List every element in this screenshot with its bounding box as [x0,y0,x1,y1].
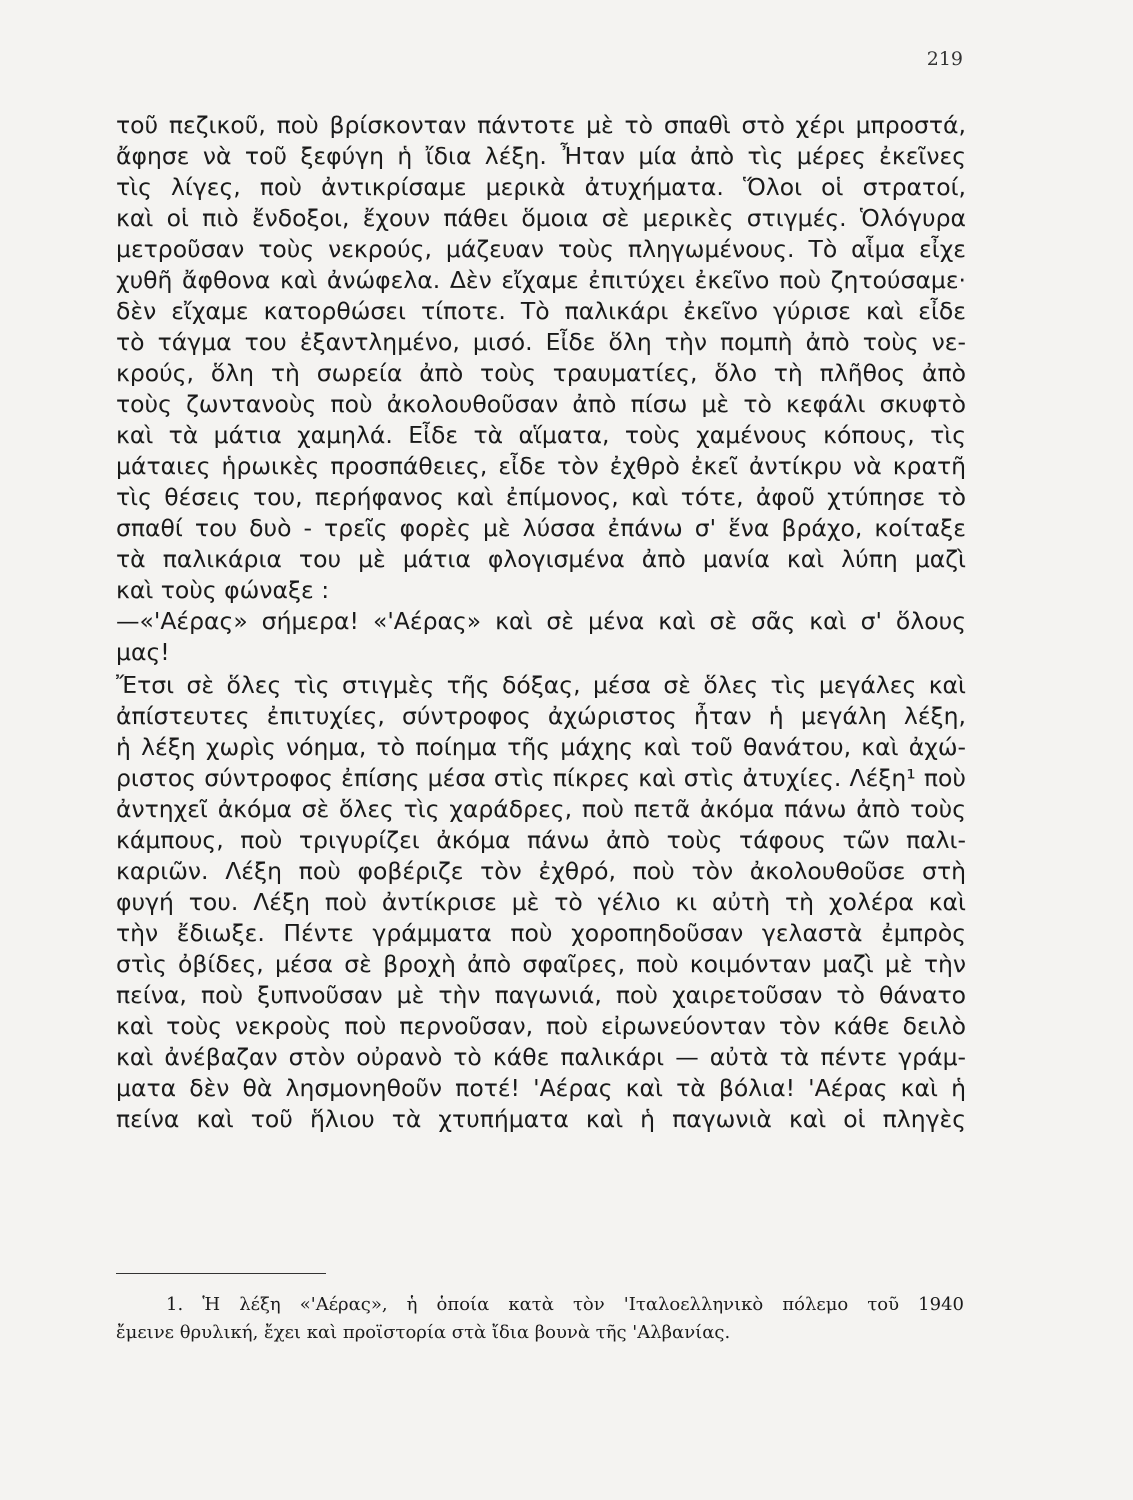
text-line: μας! [116,638,170,666]
text-line: καὶ τοὺς φώναξε : [116,576,330,604]
text-line: καὶ τὰ μάτια χαμηλά. Εἶδε τὰ αἵματα, τοὺς χαμένους κόπους, τὶς [116,421,966,449]
text-line: στὶς ὀβίδες, μέσα σὲ βροχὴ ἀπὸ σφαῖρες, ποὺ κοιμόνταν μαζὶ μὲ τὴν [116,950,966,978]
text-line: ἄφησε νὰ τοῦ ξεφύγη ἡ ἴδια λέξη. Ἦταν μία ἀπὸ τὶς μέρες ἐκεῖνες [116,142,966,170]
text-line: καριῶν. Λέξη ποὺ φοβέριζε τὸν ἐχθρό, ποὺ τὸν ἀκολουθοῦσε στὴ [116,857,966,885]
page-number: 219 [926,48,963,70]
text-line: κρούς, ὅλη τὴ σωρεία ἀπὸ τοὺς τραυματίες, ὅλο τὴ πλῆθος ἀπὸ [116,359,966,387]
footnote-line: 1. Ἡ λέξη «'Αέρας», ἡ ὁποία κατὰ τὸν 'Ιταλοελληνικὸ πόλεμο τοῦ 1940 [166,1294,964,1315]
text-line: μάταιες ἡρωικὲς προσπάθειες, εἶδε τὸν ἐχθρὸ ἐκεῖ ἀντίκρυ νὰ κρατῆ [116,452,966,480]
text-line: Ἔτσι σὲ ὅλες τὶς στιγμὲς τῆς δόξας, μέσα σὲ ὅλες τὶς μεγάλες καὶ [116,671,966,699]
text-line: τὰ παλικάρια του μὲ μάτια φλογισμένα ἀπὸ μανία καὶ λύπη μαζὶ [116,545,966,573]
text-line: μετροῦσαν τοὺς νεκρούς, μάζευαν τοὺς πληγωμένους. Τὸ αἷμα εἶχε [116,235,966,263]
text-line: τὶς θέσεις του, περήφανος καὶ ἐπίμονος, καὶ τότε, ἀφοῦ χτύπησε τὸ [116,483,966,511]
text-line: καὶ τοὺς νεκροὺς ποὺ περνοῦσαν, ποὺ εἰρωνεύονταν τὸν κάθε δειλὸ [116,1012,966,1040]
text-line: τὶς λίγες, ποὺ ἀντικρίσαμε μερικὰ ἀτυχήματα. Ὅλοι οἱ στρατοί, [116,173,966,201]
text-line: τοὺς ζωντανοὺς ποὺ ἀκολουθοῦσαν ἀπὸ πίσω μὲ τὸ κεφάλι σκυφτὸ [116,390,966,418]
text-line: τὸ τάγμα του ἐξαντλημένο, μισό. Εἶδε ὅλη τὴν πομπὴ ἀπὸ τοὺς νε- [116,328,966,356]
text-line: χυθῆ ἄφθονα καὶ ἀνώφελα. Δὲν εἴχαμε ἐπιτύχει ἐκεῖνο ποὺ ζητούσαμε· [116,266,966,294]
text-line: σπαθί του δυὸ - τρεῖς φορὲς μὲ λύσσα ἐπάνω σ' ἕνα βράχο, κοίταξε [116,514,966,542]
text-line: πείνα, ποὺ ξυπνοῦσαν μὲ τὴν παγωνιά, ποὺ χαιρετοῦσαν τὸ θάνατο [116,981,966,1009]
footnote-line: ἔμεινε θρυλική, ἔχει καὶ προϊστορία στὰ ἴδια βουνὰ τῆς 'Αλβανίας. [116,1322,731,1343]
text-line: ματα δὲν θὰ λησμονηθοῦν ποτέ! 'Αέρας καὶ τὰ βόλια! 'Αέρας καὶ ἡ [116,1074,966,1102]
text-line: καὶ ἀνέβαζαν στὸν οὐρανὸ τὸ κάθε παλικάρι — αὐτὰ τὰ πέντε γράμ- [116,1043,966,1071]
text-line: ἀντηχεῖ ἀκόμα σὲ ὅλες τὶς χαράδρες, ποὺ πετᾶ ἀκόμα πάνω ἀπὸ τοὺς [116,795,966,823]
text-line: πείνα καὶ τοῦ ἥλιου τὰ χτυπήματα καὶ ἡ παγωνιὰ καὶ οἱ πληγὲς [116,1105,966,1133]
footnote-rule [116,1273,326,1274]
text-line: τὴν ἔδιωξε. Πέντε γράμματα ποὺ χοροπηδοῦσαν γελαστὰ ἐμπρὸς [116,919,966,947]
text-line: τοῦ πεζικοῦ, ποὺ βρίσκονταν πάντοτε μὲ τὸ σπαθὶ στὸ χέρι μπροστά, [116,111,966,139]
text-line: ἀπίστευτες ἐπιτυχίες, σύντροφος ἀχώριστος ἦταν ἡ μεγάλη λέξη, [116,702,966,730]
text-line: καὶ οἱ πιὸ ἔνδοξοι, ἔχουν πάθει ὅμοια σὲ μερικὲς στιγμές. Ὁλόγυρα [116,204,966,232]
text-line: κάμπους, ποὺ τριγυρίζει ἀκόμα πάνω ἀπὸ τοὺς τάφους τῶν παλι- [116,826,966,854]
text-line: φυγή του. Λέξη ποὺ ἀντίκρισε μὲ τὸ γέλιο κι αὐτὴ τὴ χολέρα καὶ [116,888,966,916]
text-line: δὲν εἴχαμε κατορθώσει τίποτε. Τὸ παλικάρι ἐκεῖνο γύρισε καὶ εἶδε [116,297,966,325]
text-line: ἡ λέξη χωρὶς νόημα, τὸ ποίημα τῆς μάχης καὶ τοῦ θανάτου, καὶ ἀχώ- [116,733,966,761]
text-line: ριστος σύντροφος ἐπίσης μέσα στὶς πίκρες καὶ στὶς ἀτυχίες. Λέξη¹ ποὺ [116,764,966,792]
text-line: —«'Αέρας» σήμερα! «'Αέρας» καὶ σὲ μένα καὶ σὲ σᾶς καὶ σ' ὅλους [116,607,966,635]
